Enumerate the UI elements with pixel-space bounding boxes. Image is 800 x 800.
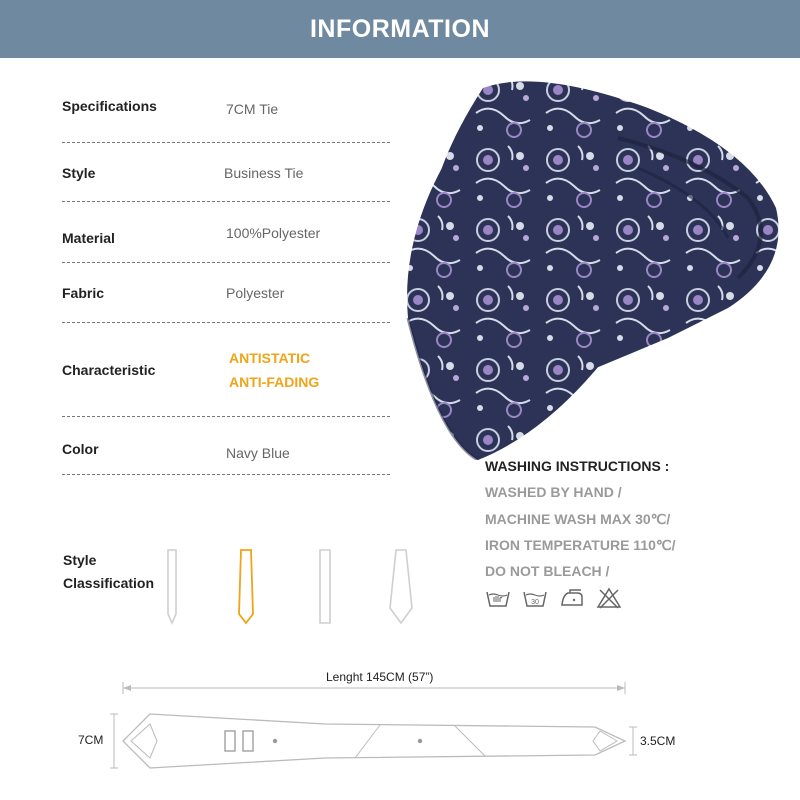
narrow-width-label: 3.5CM <box>640 734 676 748</box>
spec-value-anti-fading: ANTI-FADING <box>229 374 320 390</box>
wide-width-label: 7CM <box>78 733 104 747</box>
washing-title: WASHING INSTRUCTIONS : <box>485 458 670 474</box>
washing-line: WASHED BY HAND / <box>485 484 622 500</box>
hand-wash-icon <box>485 586 511 610</box>
divider <box>62 322 390 323</box>
washing-line: MACHINE WASH MAX 30℃/ <box>485 511 671 527</box>
tie-product-image <box>398 68 800 460</box>
spec-value-specifications: 7CM Tie <box>226 101 279 117</box>
machine-wash-30-icon <box>522 586 548 610</box>
header-bar <box>0 0 800 58</box>
spec-value-style: Business Tie <box>224 165 304 181</box>
length-label: Lenght 145CM (57”) <box>326 670 434 684</box>
spec-label-specifications: Specifications <box>62 98 157 114</box>
header-title: INFORMATION <box>309 14 490 43</box>
iron-icon <box>559 586 585 610</box>
spec-label-material: Material <box>62 230 115 246</box>
spec-value-antistatic: ANTISTATIC <box>229 350 311 366</box>
washing-line: IRON TEMPERATURE 110℃/ <box>485 537 676 553</box>
spec-label-style: Style <box>62 165 96 181</box>
washing-line: DO NOT BLEACH / <box>485 563 610 579</box>
classic-tie-icon[interactable] <box>233 548 259 626</box>
spec-label-characteristic: Characteristic <box>62 362 156 378</box>
divider <box>62 262 390 263</box>
wash-temp-label: 30 <box>531 599 539 606</box>
wide-tie-icon[interactable] <box>388 548 414 626</box>
spec-value-color: Navy Blue <box>226 445 290 461</box>
square-end-tie-icon[interactable] <box>312 548 338 626</box>
divider <box>62 416 390 417</box>
spec-value-fabric: Polyester <box>226 285 285 301</box>
spec-label-color: Color <box>62 441 99 457</box>
skinny-tie-icon[interactable] <box>159 548 185 626</box>
divider <box>62 474 390 475</box>
spec-value-material: 100%Polyester <box>226 225 321 241</box>
no-bleach-icon <box>596 586 622 610</box>
spec-label-fabric: Fabric <box>62 285 105 301</box>
style-classification-label: Style Classification <box>63 552 155 591</box>
divider <box>62 201 390 202</box>
tie-dimension-diagram <box>95 678 655 778</box>
divider <box>62 142 390 143</box>
